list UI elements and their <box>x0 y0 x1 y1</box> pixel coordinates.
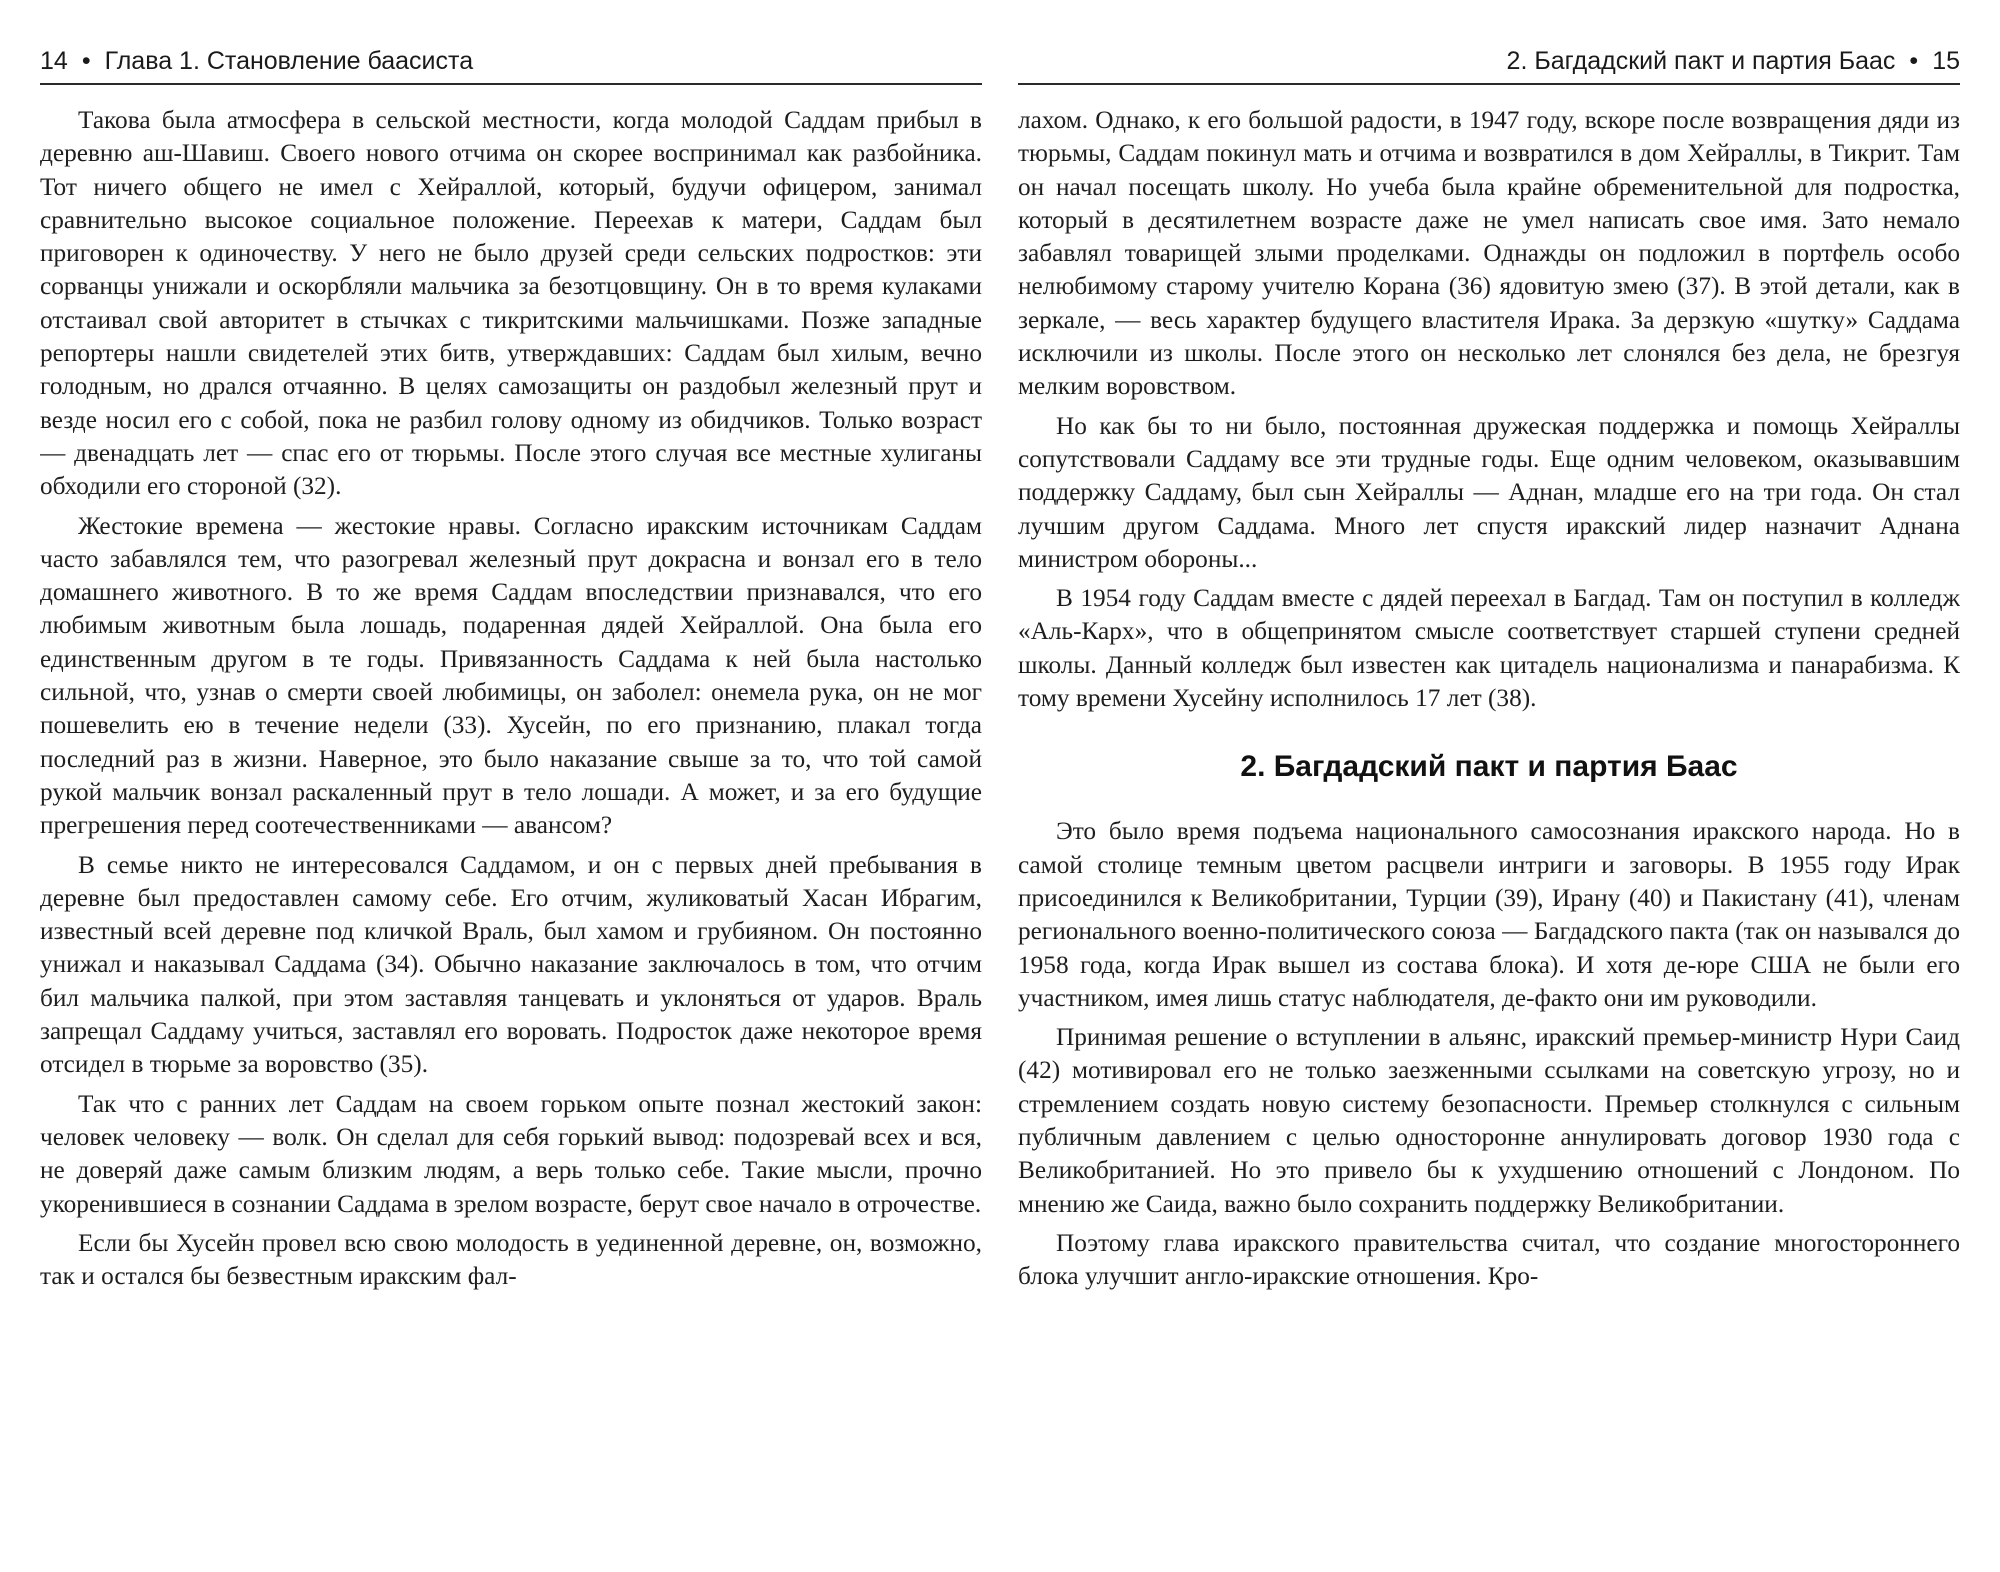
paragraph: В семье никто не интересовался Саддамом, и он с первых дней пребывания в деревне был предоставлен самому себе. Его отчим, жуликоватый Хасан Ибрагим, известный всей деревне под кличкой Враль, был хамом и грубияном. Он постоянно унижал и наказывал Саддама (34). Обычно наказание заключалось в том, что отчим бил мальчика палкой, при этом заставляя танцевать и уклоняться от ударов. Враль запрещал Саддаму учиться, заставлял его воровать. Подросток даже некоторое время отсидел в тюрьме за воровство (35). <box>40 850 982 1079</box>
left-page-body <box>40 104 982 1299</box>
paragraph: Жестокие времена — жестокие нравы. Согласно иракским источникам Саддам часто забавлялся тем, что разогревал железный прут докрасна и вонзал его в тело домашнего животного. В то же время Саддам впоследствии признавался, что его любимым животным была лошадь, подаренная дядей Хейраллой. Она была его единственным другом в те годы. Привязанность Саддама к ней была настолько сильной, что, узнав о смерти своей любимицы, он заболел: онемела рука, он не мог пошевелить ею в течение недели (33). Хусейн, по его признанию, плакал тогда последний раз в жизни. Наверное, это было наказание свыше за то, что той самой рукой мальчик вонзал раскаленный прут в тело лошади. А может, и за его будущие прегрешения перед соотечественниками — авансом? <box>40 511 982 840</box>
running-head-left <box>40 46 982 78</box>
section-heading: 2. Багдадский пакт и партия Баас <box>1240 750 1738 784</box>
section-title: 2. Багдадский пакт и партия Баас <box>1506 47 1896 75</box>
paragraph: Такова была атмосфера в сельской местности, когда молодой Саддам прибыл в деревню аш-Шавиш. Своего нового отчима он скорее воспринимал как разбойника. Тот ничего общего не имел с Хейраллой, который, будучи офицером, занимал сравнительно высокое социальное положение. Переехав к матери, Саддам был приговорен к одиночеству. У него не было друзей среди сельских подростков: эти сорванцы унижали и оскорбляли мальчика за безотцовщину. Он в то время кулаками отстаивал свой авторитет в стычках с тикритскими мальчишками. Позже западные репортеры нашли свидетелей этих битв, утверждавших: Саддам был хилым, вечно голодным, но дрался отчаянно. В целях самозащиты он раздобыл железный прут и везде носил его с собой, пока не разбил голову одному из обидчиков. Только возраст — двенадцать лет — спас его от тюрьмы. После этого случая все местные хулиганы обходили его стороной (32). <box>40 106 982 501</box>
right-page <box>1018 46 1960 1546</box>
paragraph: Но как бы то ни было, постоянная дружеская поддержка и помощь Хейраллы сопутствовали Саддаму все эти трудные годы. Еще одним человеком, оказывавшим поддержку Саддаму, был сын Хейраллы — Аднан, младше его на три года. Он стал лучшим другом Саддама. Много лет спустя иракский лидер назначит Аднана министром обороны... <box>1018 411 1960 573</box>
paragraph: Если бы Хусейн провел всю свою молодость в уединенной деревне, он, возможно, так и остался бы безвестным иракским фал- <box>40 1228 982 1291</box>
bullet-separator: • <box>81 47 91 75</box>
right-page-body <box>1018 104 1960 1300</box>
bullet-separator: • <box>1909 47 1919 75</box>
chapter-title: Глава 1. Становление баасиста <box>104 47 474 75</box>
page-number-right: 15 <box>1932 47 1960 75</box>
paragraph: В 1954 году Саддам вместе с дядей переехал в Багдад. Там он поступил в колледж «Аль-Карх», что в общепринятом смысле соответствует старшей ступени средней школы. Данный колледж был известен как цитадель национализма и панарабизма. К тому времени Хусейну исполнилось 17 лет (38). <box>1018 584 1960 713</box>
left-page <box>40 46 982 1546</box>
paragraph: Так что с ранних лет Саддам на своем горьком опыте познал жестокий закон: человек человеку — волк. Он сделал для себя горький вывод: подозревай всех и вся, не доверяй даже самым близким людям, а верь только себе. Такие мысли, прочно укоренившиеся в сознании Саддама в зрелом возрасте, берут свое начало в отрочестве. <box>40 1089 982 1218</box>
paragraph: Поэтому глава иракского правительства считал, что создание многостороннего блока улучшит англо-иракские отношения. Кро- <box>1018 1228 1960 1291</box>
header-rule-right <box>1018 83 1960 85</box>
running-head-right <box>1018 46 1960 78</box>
paragraph: лахом. Однако, к его большой радости, в 1947 году, вскоре после возвращения дяди из тюрьмы, Саддам покинул мать и отчима и возвратился в дом Хейраллы, в Тикрит. Там он начал посещать школу. Но учеба была крайне обременительной для подростка, который в десятилетнем возрасте даже не умел написать свое имя. Зато немало забавлял товарищей злыми проделками. Однажды он подложил в портфель особо нелюбимому старому учителю Корана (36) ядовитую змею (37). В этой детали, как в зеркале, — весь характер будущего властителя Ирака. За дерзкую «шутку» Саддама исключили из школы. После этого он несколько лет слонялся без дела, не брезгуя мелким воровством. <box>1018 106 1960 401</box>
paragraph: Это было время подъема национального самосознания иракского народа. Но в самой столице темным цветом расцвели интриги и заговоры. В 1955 году Ирак присоединился к Великобритании, Турции (39), Ирану (40) и Пакистану (41), членам регионального военно-политического союза — Багдадского пакта (так он назывался до 1958 года, когда Ирак вышел из состава блока). И хотя де-юре США не были его участником, имея лишь статус наблюдателя, де-факто они им руководили. <box>1018 817 1960 1012</box>
header-rule-left <box>40 83 982 85</box>
page-number-left: 14 <box>40 47 68 75</box>
paragraph: Принимая решение о вступлении в альянс, иракский премьер-министр Нури Саид (42) мотивировал его не только заезженными ссылками на советскую угрозу, но и стремлением создать новую систему безопасности. Премьер столкнулся с сильным публичным давлением с целью односторонне аннулировать договор 1930 года с Великобританией. Но это привело бы к ухудшению отношений с Лондоном. По мнению же Саида, важно было сохранить поддержку Великобритании. <box>1018 1023 1960 1218</box>
